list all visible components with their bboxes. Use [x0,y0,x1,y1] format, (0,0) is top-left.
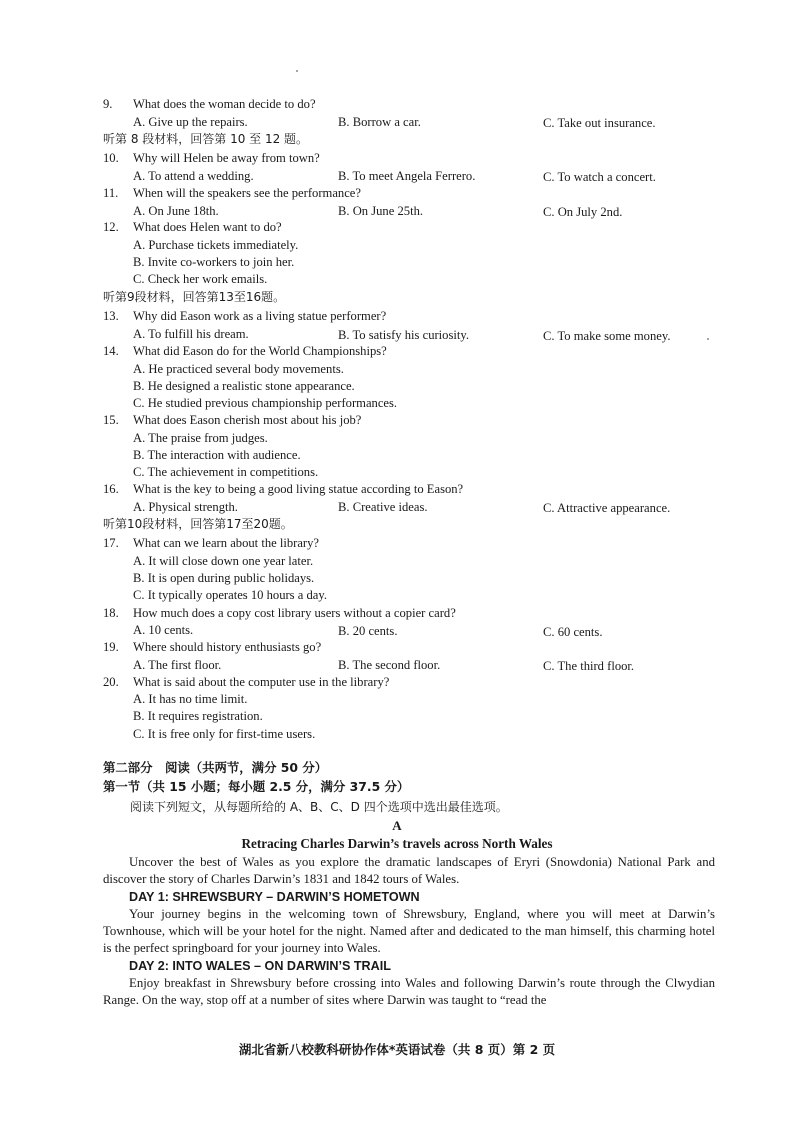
option-a: A. The praise from judges. [133,431,268,445]
question-number: 11. [103,186,119,200]
question-number: 17. [103,536,119,550]
question-number: 9. [103,97,113,111]
option-c: C. 60 cents. [543,625,603,639]
question-stem: What does Helen want to do? [133,220,282,234]
section-instruction: 阅读下列短文，从每题所给的 A、B、C、D 四个选项中选出最佳选项。 [130,800,508,814]
option-c: C. Check her work emails. [133,272,268,286]
option-a: A. To fulfill his dream. [133,327,249,341]
option-a: A. The first floor. [133,658,222,672]
option-b: B. It is open during public holidays. [133,571,315,585]
option-b: B. To meet Angela Ferrero. [338,169,476,183]
question-stem: What is said about the computer use in the library? [133,675,390,689]
question-stem: What did Eason do for the World Championships? [133,344,387,358]
option-c: C. To watch a concert. [543,170,656,184]
listening-section-header: 听第9段材料，回答第13至16题。 [103,290,286,304]
question-stem: When will the speakers see the performance? [133,186,361,200]
question-number: 20. [103,675,119,689]
option-c: C. It is free only for first-time users. [133,727,316,741]
option-b: B. Creative ideas. [338,500,428,514]
scan-speck [707,338,709,340]
listening-section-header: 听第10段材料，回答第17至20题。 [103,517,293,531]
option-c: C. The third floor. [543,659,635,673]
question-number: 12. [103,220,119,234]
option-b: B. To satisfy his curiosity. [338,328,470,342]
option-a: A. It will close down one year later. [133,554,314,568]
question-stem: What does the woman decide to do? [133,97,316,111]
option-a: A. Purchase tickets immediately. [133,238,299,252]
part-title: 第二部分 阅读（共两节，满分 50 分） [103,760,328,775]
day2-paragraph: Enjoy breakfast in Shrewsbury before crossing into Wales and following Darwin’s route through the Clwydian Range. On the way, stop off at a number of sites where Darwin was taught to “read the [103,976,715,1008]
question-stem: Why will Helen be away from town? [133,151,320,165]
option-b: B. Borrow a car. [338,115,421,129]
scan-speck [296,70,298,72]
option-b: B. On June 25th. [338,204,424,218]
day1-heading: DAY 1: SHREWSBURY – DARWIN’S HOMETOWN [129,890,420,904]
page-footer: 湖北省新八校教科研协作体*英语试卷（共 8 页）第 2 页 [238,1042,556,1057]
option-c: C. The achievement in competitions. [133,465,319,479]
question-number: 18. [103,606,119,620]
question-stem: What does Eason cherish most about his job? [133,413,362,427]
question-number: 14. [103,344,119,358]
passage-intro: Uncover the best of Wales as you explore the dramatic landscapes of Eryri (Snowdonia) National Park and discover the story of Charles Darwin’s 1831 and 1842 tours of Wales. [103,855,715,887]
question-stem: Where should history enthusiasts go? [133,640,322,654]
option-a: A. It has no time limit. [133,692,248,706]
option-a: A. 10 cents. [133,623,194,637]
day1-paragraph: Your journey begins in the welcoming town of Shrewsbury, England, where you will meet at Darwin’s Townhouse, which will be your hotel for the night. Named after and dedicated to the man himself, this charming hotel is the perfect springboard for your journey into Wales. [103,907,715,956]
option-b: B. It requires registration. [133,709,263,723]
passage-title: Retracing Charles Darwin’s travels across North Wales [241,836,553,851]
option-c: C. It typically operates 10 hours a day. [133,588,327,602]
question-stem: What is the key to being a good living statue according to Eason? [133,482,464,496]
option-c: C. He studied previous championship performances. [133,396,398,410]
day2-heading: DAY 2: INTO WALES – ON DARWIN’S TRAIL [129,959,391,973]
option-b: B. 20 cents. [338,624,398,638]
passage-letter: A [392,818,402,833]
option-b: B. The second floor. [338,658,441,672]
option-a: A. He practiced several body movements. [133,362,344,376]
question-number: 19. [103,640,119,654]
option-b: B. He designed a realistic stone appearance. [133,379,355,393]
option-c: C. On July 2nd. [543,205,623,219]
question-number: 13. [103,309,119,323]
option-a: A. To attend a wedding. [133,169,254,183]
question-stem: Why did Eason work as a living statue performer? [133,309,387,323]
section-title: 第一节（共 15 小题；每小题 2.5 分，满分 37.5 分） [103,779,410,794]
question-stem: How much does a copy cost library users without a copier card? [133,606,456,620]
question-number: 10. [103,151,119,165]
question-number: 16. [103,482,119,496]
option-a: A. On June 18th. [133,204,219,218]
option-c: C. Take out insurance. [543,116,656,130]
option-b: B. The interaction with audience. [133,448,301,462]
listening-section-header: 听第 8 段材料，回答第 10 至 12 题。 [103,132,309,146]
option-b: B. Invite co-workers to join her. [133,255,295,269]
option-a: A. Give up the repairs. [133,115,248,129]
option-c: C. To make some money. [543,329,671,343]
question-stem: What can we learn about the library? [133,536,320,550]
question-number: 15. [103,413,119,427]
option-a: A. Physical strength. [133,500,238,514]
option-c: C. Attractive appearance. [543,501,671,515]
